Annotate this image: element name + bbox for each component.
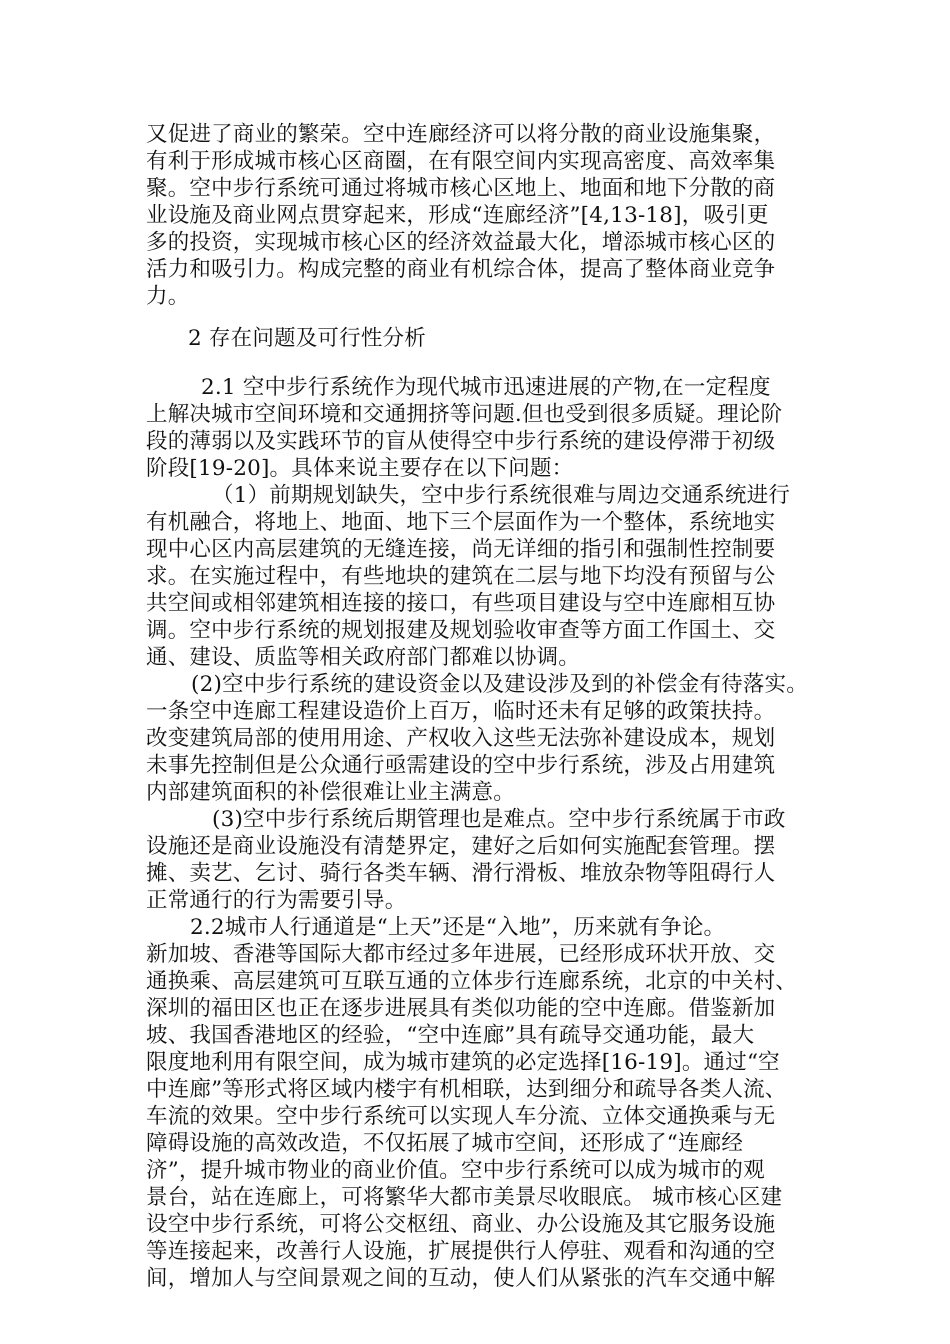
- paragraph-line: 业设施及商业网点贯穿起来，形成“连廊经济”[4,13-18]，吸引更: [146, 203, 769, 228]
- paragraph-line: 摊、卖艺、乞讨、骑行各类车辆、滑行滑板、堆放杂物等阻碍行人: [146, 861, 776, 886]
- paragraph-line: 现中心区内高层建筑的无缝连接，尚无详细的指引和强制性控制要: [146, 537, 776, 562]
- paragraph-line: 等连接起来，改善行人设施，扩展提供行人停驻、观看和沟通的空: [146, 1239, 776, 1264]
- paragraph-line: 通、建设、质监等相关政府部门都难以协调。: [146, 645, 581, 670]
- paragraph-line: 改变建筑局部的使用用途、产权收入这些无法弥补建设成本，规划: [146, 726, 776, 751]
- paragraph-line: 2.1 空中步行系统作为现代城市迅速进展的产物,在一定程度: [201, 375, 771, 400]
- paragraph-line: 力。: [146, 284, 190, 309]
- paragraph-line: 通换乘、高层建筑可互联互通的立体步行连廊系统，北京的中关村、: [146, 969, 798, 994]
- paragraph-line: 上解决城市空间环境和交通拥挤等问题.但也受到很多质疑。理论阶: [146, 402, 783, 427]
- paragraph-line: 共空间或相邻建筑相连接的接口，有些项目建设与空中连廊相互协: [146, 591, 776, 616]
- paragraph-line: 济”，提升城市物业的商业价值。空中步行系统可以成为城市的观: [146, 1158, 765, 1183]
- paragraph-line: 多的投资，实现城市核心区的经济效益最大化，增添城市核心区的: [146, 230, 776, 255]
- paragraph-line: 景台，站在连廊上，可将繁华大都市美景尽收眼底。 城市核心区建: [146, 1185, 783, 1210]
- paragraph-line: 未事先控制但是公众通行亟需建设的空中步行系统，涉及占用建筑: [146, 753, 776, 778]
- paragraph-line: (2)空中步行系统的建设资金以及建设涉及到的补偿金有待落实。: [191, 672, 808, 697]
- paragraph-line: 活力和吸引力。构成完整的商业有机综合体，提高了整体商业竞争: [146, 257, 776, 282]
- paragraph-line: 深圳的福田区也正在逐步进展具有类似功能的空中连廊。借鉴新加: [146, 996, 776, 1021]
- paragraph-line: 设空中步行系统，可将公交枢纽、商业、办公设施及其它服务设施: [146, 1212, 776, 1237]
- paragraph-line: 设施还是商业设施没有清楚界定，建好之后如何实施配套管理。摆: [146, 834, 776, 859]
- paragraph-line: 又促进了商业的繁荣。空中连廊经济可以将分散的商业设施集聚，: [146, 122, 776, 147]
- paragraph-line: 间，增加人与空间景观之间的互动，使人们从紧张的汽车交通中解: [146, 1266, 776, 1291]
- paragraph-line: 车流的效果。空中步行系统可以实现人车分流、立体交通换乘与无: [146, 1104, 776, 1129]
- paragraph-line: 一条空中连廊工程建设造价上百万，临时还未有足够的政策扶持。: [146, 699, 776, 724]
- paragraph-line: 中连廊”等形式将区域内楼宇有机相联，达到细分和疏导各类人流、: [146, 1077, 787, 1102]
- paragraph-line: 有利于形成城市核心区商圈，在有限空间内实现高密度、高效率集: [146, 149, 776, 174]
- paragraph-line: 障碍设施的高效改造，不仅拓展了城市空间，还形成了“连廊经: [146, 1131, 744, 1156]
- paragraph-line: 2.2城市人行通道是“上天”还是“入地”，历来就有争论。: [190, 915, 726, 940]
- paragraph-line: 坡、我国香港地区的经验，“空中连廊”具有疏导交通功能，最大: [146, 1023, 755, 1048]
- paragraph-line: 阶段[19-20]。具体来说主要存在以下问题：: [146, 456, 574, 481]
- paragraph-line: 聚。空中步行系统可通过将城市核心区地上、地面和地下分散的商: [146, 176, 776, 201]
- paragraph-line: 调。空中步行系统的规划报建及规划验收审查等方面工作国土、交: [146, 618, 776, 643]
- paragraph-line: 正常通行的行为需要引导。: [146, 888, 407, 913]
- paragraph-line: （1）前期规划缺失，空中步行系统很难与周边交通系统进行: [212, 483, 791, 508]
- paragraph-line: 有机融合，将地上、地面、地下三个层面作为一个整体，系统地实: [146, 510, 776, 535]
- paragraph-line: 限度地利用有限空间，成为城市建筑的必定选择[16-19]。通过“空: [146, 1050, 780, 1075]
- paragraph-line: 新加坡、香港等国际大都市经过多年进展，已经形成环状开放、交: [146, 942, 776, 967]
- paragraph-line: 内部建筑面积的补偿很难让业主满意。: [146, 780, 515, 805]
- section-heading: 2 存在问题及可行性分析: [188, 326, 426, 351]
- paragraph-line: (3)空中步行系统后期管理也是难点。空中步行系统属于市政: [212, 807, 786, 832]
- paragraph-line: 求。在实施过程中，有些地块的建筑在二层与地下均没有预留与公: [146, 564, 776, 589]
- paragraph-line: 段的薄弱以及实践环节的盲从使得空中步行系统的建设停滞于初级: [146, 429, 776, 454]
